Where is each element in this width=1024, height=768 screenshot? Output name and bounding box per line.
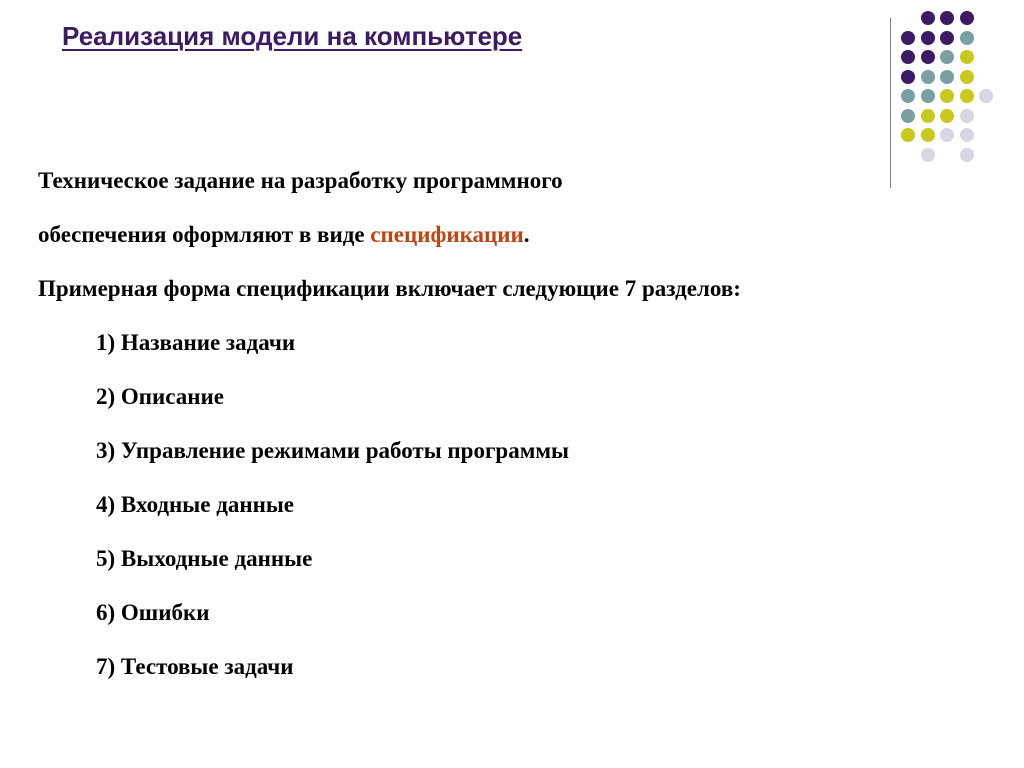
decorative-dot: [940, 128, 954, 142]
decorative-dot: [901, 89, 915, 103]
decorative-dot: [921, 89, 935, 103]
decorative-dot: [940, 89, 954, 103]
paragraph-line-2-text: обеспечения оформляют в виде: [38, 222, 371, 247]
decorative-dot: [960, 31, 974, 45]
decorative-dot: [960, 70, 974, 84]
slide-body: [38, 154, 998, 694]
list-item: 3) Управление режимами работы программы: [96, 438, 570, 463]
list-item: 5) Выходные данные: [96, 546, 313, 571]
decorative-dot: [921, 109, 935, 123]
specification-highlight: спецификации: [370, 222, 524, 247]
decorative-dot: [960, 50, 974, 64]
decorative-dot: [940, 11, 954, 25]
decorative-dot: [901, 128, 915, 142]
decorative-dot: [921, 31, 935, 45]
decorative-dot: [940, 70, 954, 84]
slide-title: Реализация модели на компьютере: [62, 21, 523, 51]
list-item: 7) Тестовые задачи: [96, 654, 294, 679]
decorative-dot: [921, 128, 935, 142]
list-item: 6) Ошибки: [96, 600, 210, 625]
decorative-dot: [940, 31, 954, 45]
decorative-dot: [940, 109, 954, 123]
decorative-dot: [921, 11, 935, 25]
decorative-dot: [901, 50, 915, 64]
dot-grid-decoration: [901, 11, 1001, 171]
decorative-dot: [921, 50, 935, 64]
decorative-dot: [901, 70, 915, 84]
decorative-dot: [901, 109, 915, 123]
decorative-dot: [960, 128, 974, 142]
list-item: 1) Название задачи: [96, 330, 296, 355]
paragraph-line-2: [38, 208, 998, 262]
list-item: 4) Входные данные: [96, 492, 295, 517]
decorative-dot: [960, 11, 974, 25]
decorative-dot: [960, 89, 974, 103]
decorative-dot: [921, 70, 935, 84]
section-list: [38, 316, 998, 694]
decorative-dot: [901, 31, 915, 45]
paragraph-line-1: Техническое задание на разработку программного: [38, 168, 563, 193]
decorative-dot: [979, 89, 993, 103]
paragraph-line-2-period: .: [523, 222, 530, 247]
paragraph-line-3: Примерная форма спецификации включает следующие 7 разделов:: [38, 276, 741, 301]
list-item: 2) Описание: [96, 384, 225, 409]
decorative-dot: [940, 50, 954, 64]
decorative-dot: [960, 109, 974, 123]
